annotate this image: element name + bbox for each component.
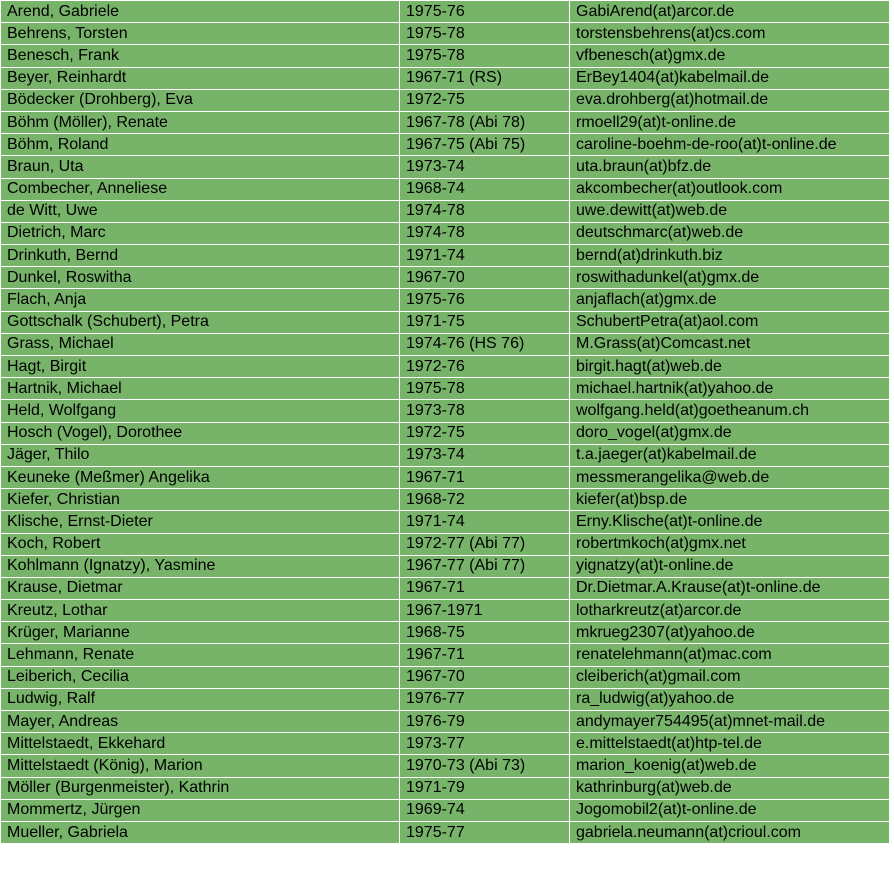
- table-row: [1, 466, 890, 488]
- table-row: [1, 600, 890, 622]
- table-row: [1, 45, 890, 67]
- years-cell: 1974-78: [400, 222, 570, 244]
- years-cell: 1972-76: [400, 356, 570, 378]
- table-row: [1, 666, 890, 688]
- years-cell: 1975-76: [400, 289, 570, 311]
- name-cell: Hagt, Birgit: [1, 356, 400, 378]
- years-cell: 1974-78: [400, 200, 570, 222]
- email-cell: lotharkreutz(at)arcor.de: [570, 600, 890, 622]
- table-row: [1, 134, 890, 156]
- years-cell: 1972-75: [400, 89, 570, 111]
- table-row: [1, 489, 890, 511]
- table-row: [1, 89, 890, 111]
- name-cell: Möller (Burgenmeister), Kathrin: [1, 777, 400, 799]
- name-cell: Mittelstaedt (König), Marion: [1, 755, 400, 777]
- name-cell: Mueller, Gabriela: [1, 821, 400, 843]
- email-cell: gabriela.neumann(at)crioul.com: [570, 821, 890, 843]
- years-cell: 1967-70: [400, 267, 570, 289]
- email-cell: M.Grass(at)Comcast.net: [570, 333, 890, 355]
- years-cell: 1971-74: [400, 511, 570, 533]
- email-cell: renatelehmann(at)mac.com: [570, 644, 890, 666]
- table-row: [1, 267, 890, 289]
- years-cell: 1967-71: [400, 644, 570, 666]
- years-cell: 1974-76 (HS 76): [400, 333, 570, 355]
- email-cell: andymayer754495(at)mnet-mail.de: [570, 711, 890, 733]
- years-cell: 1976-79: [400, 711, 570, 733]
- email-cell: michael.hartnik(at)yahoo.de: [570, 378, 890, 400]
- name-cell: Grass, Michael: [1, 333, 400, 355]
- email-cell: Erny.Klische(at)t-online.de: [570, 511, 890, 533]
- table-row: [1, 23, 890, 45]
- name-cell: Krüger, Marianne: [1, 622, 400, 644]
- email-cell: Dr.Dietmar.A.Krause(at)t-online.de: [570, 577, 890, 599]
- years-cell: 1976-77: [400, 688, 570, 710]
- table-row: [1, 67, 890, 89]
- name-cell: Dietrich, Marc: [1, 222, 400, 244]
- email-cell: kathrinburg(at)web.de: [570, 777, 890, 799]
- name-cell: de Witt, Uwe: [1, 200, 400, 222]
- years-cell: 1975-77: [400, 821, 570, 843]
- name-cell: Braun, Uta: [1, 156, 400, 178]
- name-cell: Benesch, Frank: [1, 45, 400, 67]
- table-row: [1, 111, 890, 133]
- email-cell: Jogomobil2(at)t-online.de: [570, 799, 890, 821]
- email-cell: messmerangelika@web.de: [570, 466, 890, 488]
- name-cell: Mittelstaedt, Ekkehard: [1, 733, 400, 755]
- table-row: [1, 333, 890, 355]
- table-row: [1, 821, 890, 843]
- table-row: [1, 356, 890, 378]
- email-cell: SchubertPetra(at)aol.com: [570, 311, 890, 333]
- name-cell: Krause, Dietmar: [1, 577, 400, 599]
- years-cell: 1967-1971: [400, 600, 570, 622]
- table-row: [1, 799, 890, 821]
- email-cell: marion_koenig(at)web.de: [570, 755, 890, 777]
- table-row: [1, 711, 890, 733]
- email-cell: vfbenesch(at)gmx.de: [570, 45, 890, 67]
- table-row: [1, 644, 890, 666]
- name-cell: Gottschalk (Schubert), Petra: [1, 311, 400, 333]
- years-cell: 1967-77 (Abi 77): [400, 555, 570, 577]
- table-row: [1, 755, 890, 777]
- table-row: [1, 178, 890, 200]
- years-cell: 1975-78: [400, 378, 570, 400]
- name-cell: Koch, Robert: [1, 533, 400, 555]
- email-cell: akcombecher(at)outlook.com: [570, 178, 890, 200]
- email-cell: robertmkoch(at)gmx.net: [570, 533, 890, 555]
- email-cell: ErBey1404(at)kabelmail.de: [570, 67, 890, 89]
- name-cell: Hosch (Vogel), Dorothee: [1, 422, 400, 444]
- name-cell: Kohlmann (Ignatzy), Yasmine: [1, 555, 400, 577]
- years-cell: 1975-78: [400, 23, 570, 45]
- table-row: [1, 1, 890, 23]
- table-row: [1, 156, 890, 178]
- years-cell: 1967-71: [400, 466, 570, 488]
- name-cell: Bödecker (Drohberg), Eva: [1, 89, 400, 111]
- years-cell: 1973-74: [400, 156, 570, 178]
- table-row: [1, 444, 890, 466]
- years-cell: 1970-73 (Abi 73): [400, 755, 570, 777]
- years-cell: 1969-74: [400, 799, 570, 821]
- table-row: [1, 222, 890, 244]
- name-cell: Dunkel, Roswitha: [1, 267, 400, 289]
- table-row: [1, 400, 890, 422]
- email-cell: e.mittelstaedt(at)htp-tel.de: [570, 733, 890, 755]
- name-cell: Mommertz, Jürgen: [1, 799, 400, 821]
- name-cell: Hartnik, Michael: [1, 378, 400, 400]
- table-row: [1, 245, 890, 267]
- name-cell: Leiberich, Cecilia: [1, 666, 400, 688]
- table-body: [1, 1, 890, 844]
- name-cell: Böhm (Möller), Renate: [1, 111, 400, 133]
- name-cell: Ludwig, Ralf: [1, 688, 400, 710]
- name-cell: Arend, Gabriele: [1, 1, 400, 23]
- table-row: [1, 422, 890, 444]
- name-cell: Held, Wolfgang: [1, 400, 400, 422]
- table-row: [1, 555, 890, 577]
- email-cell: rmoell29(at)t-online.de: [570, 111, 890, 133]
- email-cell: GabiArend(at)arcor.de: [570, 1, 890, 23]
- email-cell: cleiberich(at)gmail.com: [570, 666, 890, 688]
- email-cell: caroline-boehm-de-roo(at)t-online.de: [570, 134, 890, 156]
- email-cell: doro_vogel(at)gmx.de: [570, 422, 890, 444]
- years-cell: 1968-74: [400, 178, 570, 200]
- email-cell: ra_ludwig(at)yahoo.de: [570, 688, 890, 710]
- table-row: [1, 688, 890, 710]
- email-cell: mkrueg2307(at)yahoo.de: [570, 622, 890, 644]
- table-row: [1, 289, 890, 311]
- years-cell: 1967-71: [400, 577, 570, 599]
- email-cell: yignatzy(at)t-online.de: [570, 555, 890, 577]
- years-cell: 1975-78: [400, 45, 570, 67]
- table-row: [1, 378, 890, 400]
- name-cell: Mayer, Andreas: [1, 711, 400, 733]
- years-cell: 1967-71 (RS): [400, 67, 570, 89]
- table-row: [1, 200, 890, 222]
- years-cell: 1973-77: [400, 733, 570, 755]
- table-row: [1, 533, 890, 555]
- name-cell: Lehmann, Renate: [1, 644, 400, 666]
- name-cell: Kiefer, Christian: [1, 489, 400, 511]
- email-cell: birgit.hagt(at)web.de: [570, 356, 890, 378]
- years-cell: 1971-75: [400, 311, 570, 333]
- email-cell: bernd(at)drinkuth.biz: [570, 245, 890, 267]
- years-cell: 1972-77 (Abi 77): [400, 533, 570, 555]
- years-cell: 1968-75: [400, 622, 570, 644]
- name-cell: Behrens, Torsten: [1, 23, 400, 45]
- email-cell: eva.drohberg(at)hotmail.de: [570, 89, 890, 111]
- table-row: [1, 577, 890, 599]
- name-cell: Beyer, Reinhardt: [1, 67, 400, 89]
- table-row: [1, 733, 890, 755]
- email-cell: uta.braun(at)bfz.de: [570, 156, 890, 178]
- years-cell: 1968-72: [400, 489, 570, 511]
- years-cell: 1967-78 (Abi 78): [400, 111, 570, 133]
- name-cell: Klische, Ernst-Dieter: [1, 511, 400, 533]
- email-cell: anjaflach(at)gmx.de: [570, 289, 890, 311]
- years-cell: 1975-76: [400, 1, 570, 23]
- table-row: [1, 777, 890, 799]
- name-cell: Drinkuth, Bernd: [1, 245, 400, 267]
- email-cell: wolfgang.held(at)goetheanum.ch: [570, 400, 890, 422]
- name-cell: Combecher, Anneliese: [1, 178, 400, 200]
- email-cell: deutschmarc(at)web.de: [570, 222, 890, 244]
- years-cell: 1972-75: [400, 422, 570, 444]
- email-cell: uwe.dewitt(at)web.de: [570, 200, 890, 222]
- email-cell: torstensbehrens(at)cs.com: [570, 23, 890, 45]
- email-cell: t.a.jaeger(at)kabelmail.de: [570, 444, 890, 466]
- years-cell: 1973-74: [400, 444, 570, 466]
- years-cell: 1967-70: [400, 666, 570, 688]
- name-cell: Jäger, Thilo: [1, 444, 400, 466]
- years-cell: 1967-75 (Abi 75): [400, 134, 570, 156]
- years-cell: 1971-79: [400, 777, 570, 799]
- years-cell: 1971-74: [400, 245, 570, 267]
- years-cell: 1973-78: [400, 400, 570, 422]
- name-cell: Böhm, Roland: [1, 134, 400, 156]
- table-row: [1, 311, 890, 333]
- table-row: [1, 622, 890, 644]
- email-cell: kiefer(at)bsp.de: [570, 489, 890, 511]
- name-cell: Flach, Anja: [1, 289, 400, 311]
- name-cell: Kreutz, Lothar: [1, 600, 400, 622]
- table-row: [1, 511, 890, 533]
- email-cell: roswithadunkel(at)gmx.de: [570, 267, 890, 289]
- name-cell: Keuneke (Meßmer) Angelika: [1, 466, 400, 488]
